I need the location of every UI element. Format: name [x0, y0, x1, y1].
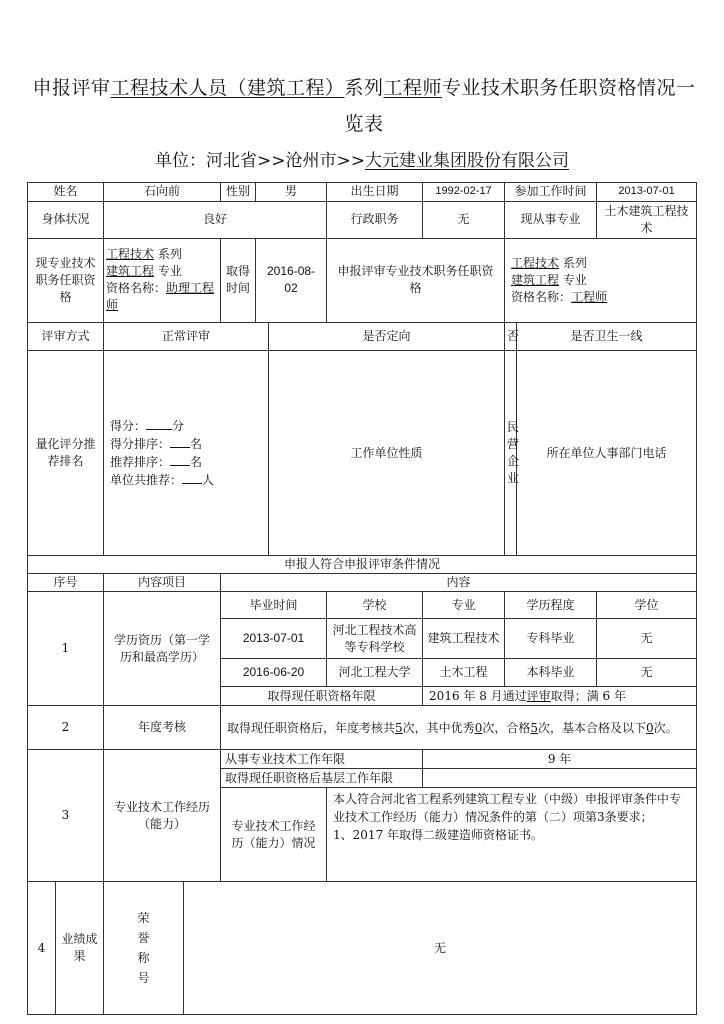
rec-rank-label: 推荐排序： — [110, 455, 171, 469]
exp-detail-2: 1、2017 年取得二级建造师资格证书。 — [333, 828, 544, 842]
exp-no: 3 — [28, 750, 104, 882]
qualification-form — [27, 182, 697, 1015]
edu-years-text-end: 取得；满 6 年 — [550, 688, 626, 703]
exp-detail-label: 专业技术工作经历（能力）情况 — [221, 788, 327, 882]
exp-detail-content — [327, 788, 697, 882]
edu-years-method: 评审 — [526, 688, 551, 703]
name-label: 姓名 — [28, 183, 104, 202]
apply-qual-major: 建筑工程 — [511, 272, 560, 287]
title-category: 工程技术人员（建筑工程） — [110, 77, 345, 99]
rec-rank-line — [110, 453, 266, 471]
edu-row-1-school: 河北工程技术高等专科学校 — [327, 619, 423, 659]
header-content: 内容 — [221, 574, 697, 592]
title-part: 申报评审 — [32, 77, 111, 99]
annual-text: 次。 — [653, 720, 678, 735]
edu-row-1-degree: 无 — [597, 619, 697, 659]
unit-path: 河北省>>沧州市>> — [206, 151, 365, 171]
current-qual-name-line — [106, 280, 218, 314]
ranking-values — [104, 351, 269, 556]
review-mode-value: 正常评审 — [104, 323, 269, 351]
current-qual-series-line — [106, 246, 218, 263]
unit-label: 单位： — [155, 151, 206, 171]
unit-company: 大元建业集团股份有限公司 — [364, 151, 569, 171]
exp-years-value: 9 年 — [423, 750, 697, 769]
major-label: 现从事专业 — [505, 201, 597, 238]
review-mode-label: 评审方式 — [28, 323, 104, 351]
edu-row-1-level: 专科毕业 — [505, 619, 597, 659]
annual-basic: 0 — [646, 720, 654, 735]
apply-qual-series: 工程技术 — [511, 255, 560, 270]
score-rank-line — [110, 435, 266, 453]
header-item: 内容项目 — [104, 574, 221, 592]
admin-value: 无 — [423, 201, 505, 238]
gender-value: 男 — [256, 183, 327, 202]
annual-no: 2 — [28, 706, 104, 750]
health-label: 身体状况 — [28, 201, 104, 238]
score-rank-unit: 名 — [190, 437, 203, 451]
frontline-label: 是否卫生一线 — [517, 323, 697, 351]
edu-row-2-major: 土木工程 — [423, 659, 505, 687]
title-level: 工程师 — [383, 77, 443, 99]
current-qual-series: 工程技术 — [106, 247, 155, 262]
rec-rank-unit: 名 — [190, 455, 203, 469]
annual-item: 年度考核 — [104, 706, 221, 750]
score-label: 得分： — [110, 419, 147, 433]
unit-line — [0, 146, 724, 171]
edu-row-1-time: 2013-07-01 — [221, 619, 327, 659]
annual-text: 次，基本合格及以下 — [537, 720, 646, 735]
annual-content — [221, 706, 697, 750]
title-part: 专业技术职务任职资格情况一览表 — [344, 77, 696, 135]
ach-item: 业绩成果 — [55, 882, 103, 1014]
annual-text: 次，合格 — [482, 720, 531, 735]
annual-qualified: 5 — [530, 720, 538, 735]
obtain-time-label: 取得时间 — [221, 238, 256, 322]
current-qual-name: 助理工程师 — [106, 281, 215, 313]
current-qual-label: 现专业技术职务任职资格 — [28, 238, 104, 322]
work-start-label: 参加工作时间 — [505, 183, 597, 202]
nature-value: 民营企业 — [505, 351, 517, 556]
gender-label: 性别 — [221, 183, 256, 202]
current-qual-value — [104, 238, 221, 322]
ach-sub-label: 荣誉称号 — [137, 911, 150, 985]
edu-header-level: 学历程度 — [505, 592, 597, 619]
current-qual-name-prefix: 资格名称： — [106, 281, 167, 296]
score-line — [110, 417, 266, 435]
annual-total: 5 — [395, 720, 403, 735]
exp-grass-label: 取得现任职资格后基层工作年限 — [221, 769, 423, 788]
total-unit: 人 — [202, 473, 215, 487]
apply-qual-name-line — [511, 289, 694, 306]
directed-value: 否 — [505, 323, 517, 351]
name-value: 石向前 — [104, 183, 221, 202]
edu-row-2-time: 2016-06-20 — [221, 659, 327, 687]
edu-header-major: 专业 — [423, 592, 505, 619]
birth-label: 出生日期 — [327, 183, 423, 202]
total-line — [110, 471, 266, 489]
apply-qual-series-suffix: 系列 — [562, 255, 587, 270]
edu-row-1-major: 建筑工程技术 — [423, 619, 505, 659]
edu-years-value — [423, 687, 697, 706]
score-unit: 分 — [172, 419, 185, 433]
current-qual-series-suffix: 系列 — [157, 247, 182, 262]
admin-label: 行政职务 — [327, 201, 423, 238]
edu-row-2-level: 本科毕业 — [505, 659, 597, 687]
ach-no: 4 — [37, 940, 46, 955]
work-start-value: 2013-07-01 — [597, 183, 697, 202]
directed-label: 是否定向 — [269, 323, 505, 351]
apply-qual-series-line — [511, 255, 694, 272]
current-qual-major-line — [106, 263, 218, 280]
birth-value: 1992-02-17 — [423, 183, 505, 202]
header-no: 序号 — [28, 574, 104, 592]
annual-text: 取得现任职资格后，年度考核共 — [227, 720, 396, 735]
health-value: 良好 — [104, 201, 327, 238]
nature-label: 工作单位性质 — [269, 351, 505, 556]
hr-label: 所在单位人事部门电话 — [517, 351, 697, 556]
apply-qual-major-line — [511, 272, 694, 289]
edu-row-2-degree: 无 — [597, 659, 697, 687]
current-qual-major: 建筑工程 — [106, 264, 155, 279]
title-part: 系列 — [344, 77, 384, 99]
edu-item: 学历资历（第一学历和最高学历） — [104, 592, 221, 706]
apply-qual-name: 工程师 — [571, 289, 608, 304]
apply-qual-name-prefix: 资格名称： — [511, 289, 572, 304]
edu-row-2-school: 河北工程大学 — [327, 659, 423, 687]
edu-header-school: 学校 — [327, 592, 423, 619]
conditions-title: 申报人符合申报评审条件情况 — [28, 556, 697, 574]
annual-excellent: 0 — [474, 720, 483, 735]
ranking-label: 量化评分推荐排名 — [28, 351, 104, 556]
total-label: 单位共推荐： — [110, 473, 183, 487]
apply-qual-major-suffix: 专业 — [562, 272, 587, 287]
exp-years-label: 从事专业技术工作年限 — [221, 750, 423, 769]
ach-value: 无 — [184, 882, 697, 1015]
edu-header-grad-time: 毕业时间 — [221, 592, 327, 619]
edu-years-label: 取得现任职资格年限 — [221, 687, 423, 706]
ach-cell — [28, 882, 104, 1015]
exp-grass-value — [423, 769, 697, 788]
edu-header-degree: 学位 — [597, 592, 697, 619]
apply-qual-value — [505, 238, 697, 322]
score-rank-label: 得分排序： — [110, 437, 171, 451]
current-qual-major-suffix: 专业 — [157, 264, 182, 279]
obtain-time-value: 2016-08-02 — [256, 238, 327, 322]
exp-item: 专业技术工作经历（能力） — [104, 750, 221, 882]
page-title — [30, 70, 698, 142]
ach-inner — [28, 882, 103, 1014]
edu-years-text: 2016 年 8 月通过 — [429, 688, 527, 703]
exp-detail-1: 本人符合河北省工程系列建筑工程专业（中级）申报评审条件中专业技术工作经历（能力）情况条件的第（二）项第3条要求； — [333, 792, 682, 824]
ach-sub — [104, 882, 184, 1015]
edu-no: 1 — [28, 592, 104, 706]
major-value: 土木建筑工程技术 — [597, 201, 697, 238]
annual-text: 次，其中优秀 — [402, 720, 475, 735]
apply-qual-label: 申报评审专业技术职务任职资格 — [327, 238, 505, 322]
